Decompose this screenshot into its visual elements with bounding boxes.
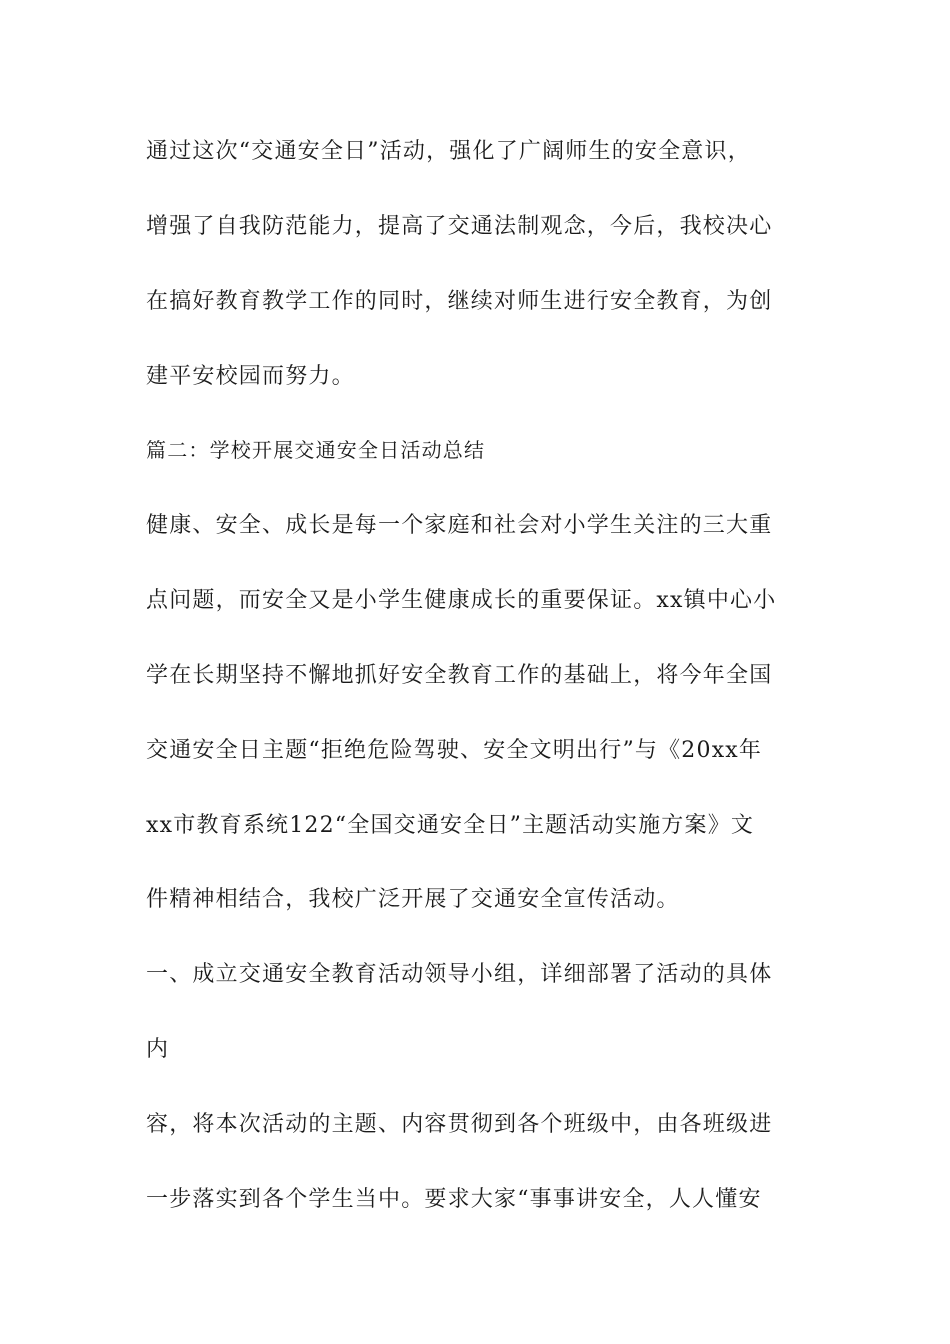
paragraph-line: 一、成立交通安全教育活动领导小组，详细部署了活动的具体 [146,962,773,987]
paragraph-line: 健康、安全、成长是每一个家庭和社会对小学生关注的三大重 [146,513,773,538]
paragraph-line: 点问题，而安全又是小学生健康成长的重要保证。xx镇中心小 [146,588,777,613]
paragraph-line: 内 [146,1037,170,1062]
paragraph-line: 容，将本次活动的主题、内容贯彻到各个班级中，由各班级进 [146,1112,773,1137]
paragraph-line: 在搞好教育教学工作的同时，继续对师生进行安全教育，为创 [146,289,773,314]
paragraph-line: 增强了自我防范能力，提高了交通法制观念，今后，我校决心 [146,214,773,239]
paragraph-line: 学在长期坚持不懈地抓好安全教育工作的基础上，将今年全国 [146,663,773,688]
paragraph-line: 建平安校园而努力。 [146,364,355,389]
paragraph-line: 件精神相结合，我校广泛开展了交通安全宣传活动。 [146,887,680,912]
paragraph-line: 交通安全日主题“拒绝危险驾驶、安全文明出行”与《20xx年 [146,738,763,763]
paragraph-line: 一步落实到各个学生当中。要求大家“事事讲安全，人人懂安 [146,1187,762,1212]
paragraph-line: 通过这次“交通安全日”活动，强化了广阔师生的安全意识， [146,139,751,164]
section-heading: 篇二：学校开展交通安全日活动总结 [146,438,486,462]
paragraph-line: xx市教育系统122“全国交通安全日”主题活动实施方案》文 [146,813,755,838]
